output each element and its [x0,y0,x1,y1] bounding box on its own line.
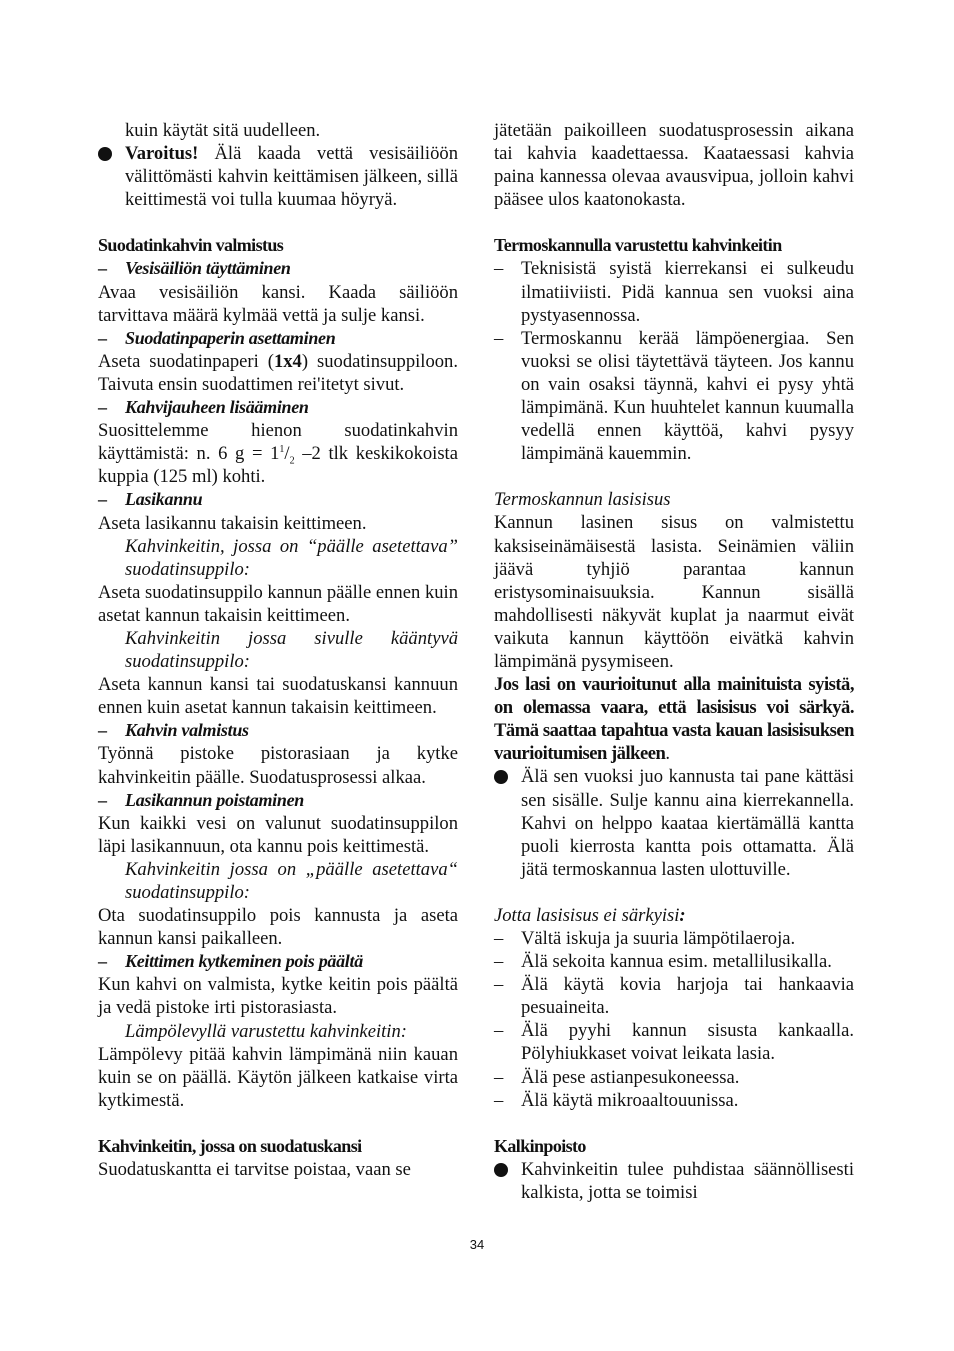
subheading: – Lasikannun poistaminen [98,789,304,810]
left-column [98,119,458,1181]
subheading: – Keittimen kytkeminen pois päältä [98,951,363,972]
subheading: – Kahvijauheen lisääminen [98,397,309,418]
right-column [494,119,854,1204]
paragraph: Työnnä pistoke pistorasiaan ja kytke kahvinkeitin päälle. Suodatusprosessi alkaa. [98,743,458,788]
italic-note: Kahvinkeitin, jossa on “päälle asetettava” suodatinsuppilo: [125,535,458,580]
subheading: – Kahvin valmistus [98,720,249,741]
dash-list-item: – Älä sekoita kannua esim. metallilusikalla. [494,951,832,973]
italic-note: Lämpölevyllä varustettu kahvinkeitin: [125,1020,407,1042]
section-heading: Kalkinpoisto [494,1135,586,1156]
warning-text: Älä kaada vettä vesisäiliöön välittömästi kahvin keittämisen jälkeen, sillä keittimestä voi tulla kuumaa höyryä. [125,143,458,211]
paragraph: Avaa vesisäiliön kansi. Kaada säiliöön tarvittava määrä kylmää vettä ja sulje kansi. [98,281,458,326]
italic-heading: Termoskannun lasisisus [494,489,671,511]
bullet-item: Älä sen vuoksi juo kannusta tai pane kättäsi sen sisälle. Sulje kannu aina kierrekannella. Kahvi on helppo kaataa kiertämällä kantta puoli kierrosta kantta pois ottamatta. Älä jätä termoskannua lasten ulottuville. [494,765,854,880]
bullet-icon [98,142,125,167]
dash-list-item: – Älä pese astianpesukoneessa. [494,1066,740,1088]
bullet-icon [494,765,521,790]
paragraph: Kannun lasinen sisus on valmistettu kaksiseinämäisestä lasista. Seinämien väliin jäävä tyhjiö parantaa kannun eristysominaisuuksia. Kannun sisällä mahdollisesti näkyvät kuplat ja naarmut eivät vaikuta kannun käyttöön eivätkä kahvin lämpimänä pysymiseen. [494,512,854,672]
paragraph: jätetään paikoilleen suodatusprosessin aikana tai kahvia kaadettaessa. Kaataessasi kahvia paina kannessa olevaa avausvipua, jolloin kahvi pääsee ulos kaatonokasta. [494,120,854,211]
paragraph: Aseta suodatinpaperi (1x4) suodatinsuppiloon. Taivuta ensin suodattimen rei'itetyt sivut. [98,350,458,395]
section-heading: Termoskannulla varustettu kahvinkeitin [494,235,782,256]
dash-list-item: – Älä käytä mikroaaltouunissa. [494,1089,739,1111]
paragraph: kuin käytät sitä uudelleen. [125,120,321,141]
paragraph: Kun kaikki vesi on valunut suodatinsuppilon läpi lasikannuun, ota kannu pois keittimestä. [98,812,458,857]
paragraph: Suodatuskantta ei tarvitse poistaa, vaan se [98,1159,411,1181]
italic-note: Kahvinkeitin jossa sivulle kääntyvä suodatinsuppilo: [125,627,458,673]
dash-list-item: – Teknisistä syistä kierrekansi ei sulkeudu ilmatiiviisti. Pidä kannua sen vuoksi aina pystyasennossa. [494,258,854,326]
subheading: – Lasikannu [98,489,203,510]
italic-heading: Jotta lasisisus ei särkyisi: [494,904,686,926]
paragraph: Aseta lasikannu takaisin keittimeen. [98,512,367,534]
bullet-icon [494,1158,521,1183]
bullet-item: Kahvinkeitin tulee puhdistaa säännöllisesti kalkista, jotta se toimisi [494,1158,854,1204]
paragraph: Aseta kannun kansi tai suodatuskansi kannuun ennen kuin asetat kannun takaisin keittimeen. [98,674,458,719]
paragraph: Aseta suodatinsuppilo kannun päälle ennen kuin asetat kannun takaisin keittimeen. [98,581,458,626]
subheading: – Suodatinpaperin asettaminen [98,327,336,348]
dash-list-item: – Termoskannu kerää lämpöenergiaa. Sen vuoksi se olisi täytettävä täyteen. Jos kannu on vain osaksi täynnä, kahvi ei pysy yhtä lämpimänä. Kun huuhtelet kannun kuumalla vedellä ennen käyttöä, kahvi pysyy lämpimänä kauemmin. [494,327,854,465]
section-heading: Suodatinkahvin valmistus [98,235,284,256]
warning-label: Varoitus! [125,143,199,165]
paragraph: Kun kahvi on valmista, kytke keitin pois päältä ja vedä pistoke irti pistorasiasta. [98,974,458,1019]
paragraph: Suosittelemme hienon suodatinkahvin käyttämistä: n. 6 $g = 1^1/_2$ –2 tlk keskikokoista kuppia (125 ml) kohti. [98,420,458,488]
paragraph: Lämpölevy pitää kahvin lämpimänä niin kauan kuin se on päällä. Käytön jälkeen katkaise virta kytkimestä. [98,1043,458,1111]
dash-list-item: – Vältä iskuja ja suuria lämpötilaeroja. [494,928,796,949]
italic-note: Kahvinkeitin jossa on „päälle asetettava“ suodatinsuppilo: [125,858,458,903]
dash-list-item: – Älä käytä kovia harjoja tai hankaavia pesuaineita. [494,974,854,1019]
page-number: 34 [469,1237,485,1252]
paragraph: Ota suodatinsuppilo pois kannusta ja aseta kannun kansi paikalleen. [98,905,458,950]
warning-bullet [98,142,458,211]
bold-warning: Jos lasi on vaurioitunut alla mainituista syistä, on olemassa vaara, että lasisisus voi särkyä. Tämä saattaa tapahtua vasta kauan lasisisuksen vaurioitumisen jälkeen. [494,674,854,765]
subheading: – Vesisäiliön täyttäminen [98,258,291,279]
dash-list-item: – Älä pyyhi kannun sisusta kankaalla. Pölyhiukkaset voivat leikata lasia. [494,1020,854,1065]
section-heading: Kahvinkeitin, jossa on suodatuskansi [98,1135,362,1156]
